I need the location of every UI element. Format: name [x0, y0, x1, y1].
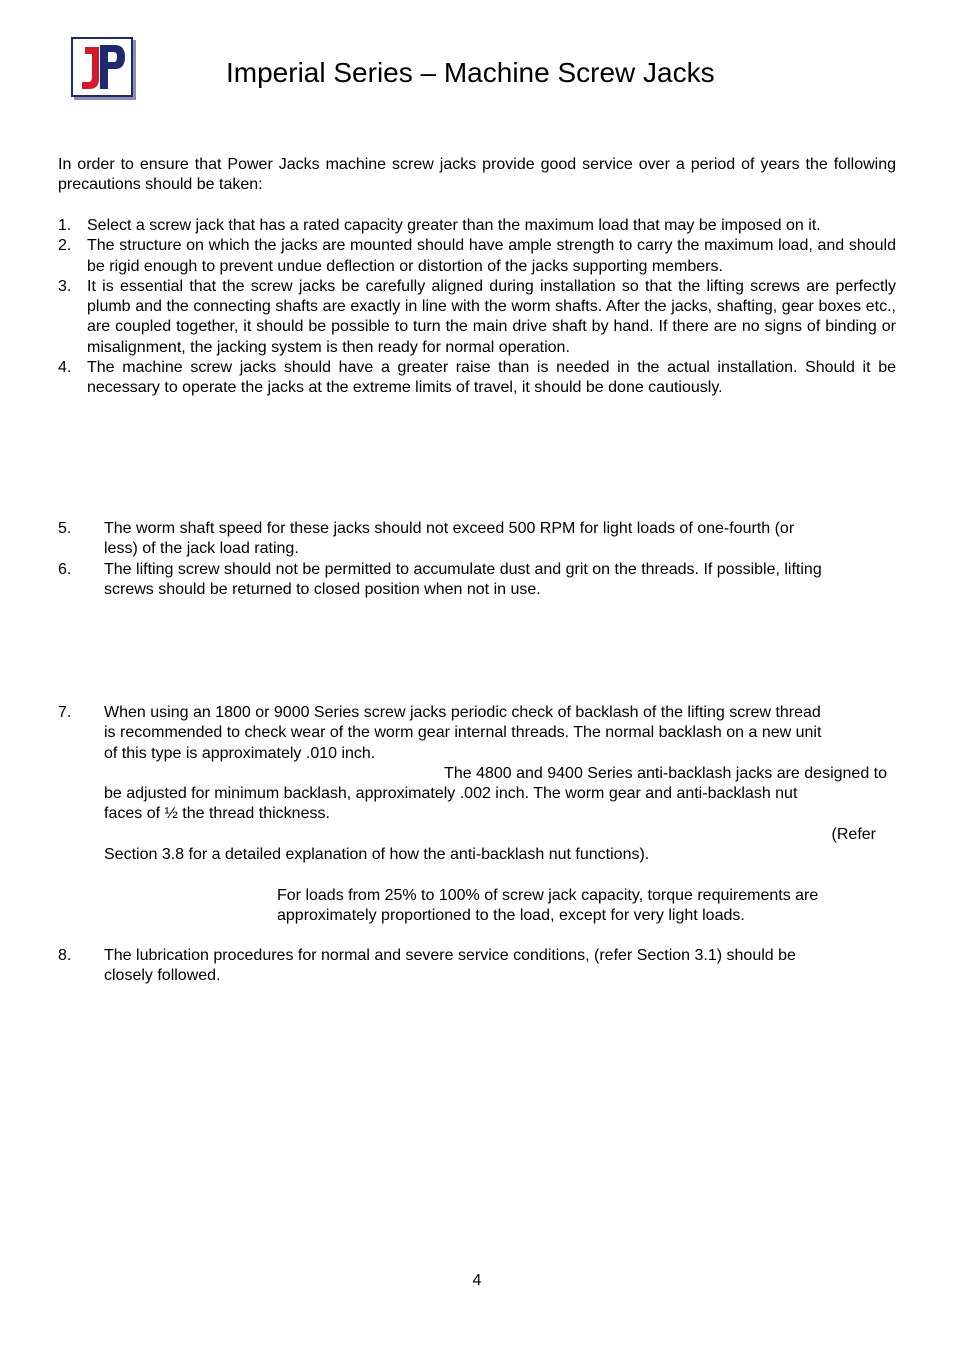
torque-note	[104, 886, 896, 927]
list-line: The lubrication procedures for normal and severe service conditions, (refer Section 3.1) should be	[104, 947, 796, 964]
backlash-item	[58, 703, 896, 926]
list-number: 6.	[58, 560, 72, 578]
list-line: is recommended to check wear of the worm gear internal threads. The normal backlash on a new unit	[104, 724, 822, 742]
note-line: approximately proportioned to the load, except for very light loads.	[277, 906, 745, 924]
list-item	[58, 216, 896, 236]
page-title: Imperial Series – Machine Screw Jacks	[226, 57, 715, 88]
list-item	[58, 236, 896, 277]
list-item	[58, 703, 896, 926]
list-item	[58, 519, 896, 560]
note-line: For loads from 25% to 100% of screw jack capacity, torque requirements are	[277, 886, 819, 904]
list-line: of this type is approximately .010 inch.	[104, 744, 376, 762]
list-item	[58, 358, 896, 399]
list-text: The machine screw jacks should have a greater raise than is needed in the actual installation. Should it be necessary to operate the jacks at the extreme limits of travel, it should be done cautiously.	[87, 359, 896, 397]
list-line: be adjusted for minimum backlash, approximately .002 inch. The worm gear and anti-backlash nut	[104, 785, 798, 803]
list-number: 8.	[58, 947, 72, 964]
list-number: 3.	[58, 277, 72, 295]
list-text: It is essential that the screw jacks be carefully aligned during installation so that the lifting screws are perfectly plumb and the connecting shafts are exactly in line with the worm shafts. After the jacks, shafting, gear boxes etc., are coupled together, it should be possible to turn the main drive shaft by hand. If there are no signs of binding or misalignment, the jacking system is then ready for normal operation.	[87, 277, 896, 356]
list-text: Select a screw jack that has a rated capacity greater than the maximum load that may be imposed on it.	[87, 217, 821, 234]
list-line: The lifting screw should not be permitted to accumulate dust and grit on the threads. If possible, lifting	[104, 560, 822, 578]
list-item	[58, 277, 896, 358]
intro-paragraph: In order to ensure that Power Jacks machine screw jacks provide good service over a period of years the following precautions should be taken:	[58, 156, 896, 194]
list-text: The structure on which the jacks are mounted should have ample strength to carry the maximum load, and should be rigid enough to prevent undue deflection or distortion of the jacks supporting members.	[87, 237, 896, 275]
list-line: closely followed.	[104, 967, 221, 985]
list-number: 1.	[58, 217, 72, 234]
list-number: 4.	[58, 359, 72, 377]
precautions-list	[58, 216, 896, 399]
company-logo	[71, 37, 133, 97]
list-line: (Refer	[831, 825, 876, 843]
list-number: 7.	[58, 704, 72, 721]
list-line: faces of ½ the thread thickness.	[104, 805, 330, 823]
list-line: screws should be returned to closed position when not in use.	[104, 580, 541, 598]
list-line: The 4800 and 9400 Series anti-backlash jacks are designed to	[444, 764, 887, 782]
power-jacks-logo-icon	[73, 39, 131, 95]
lubrication-item	[58, 946, 896, 987]
list-item	[58, 946, 896, 987]
list-number: 5.	[58, 520, 72, 537]
speed-and-dust-list	[58, 519, 896, 600]
list-line: The worm shaft speed for these jacks should not exceed 500 RPM for light loads of one-fourth (or	[104, 520, 795, 537]
list-item	[58, 560, 896, 601]
list-line: Section 3.8 for a detailed explanation of how the anti-backlash nut functions).	[104, 846, 650, 864]
list-number: 2.	[58, 237, 72, 255]
page-number: 4	[472, 1272, 482, 1289]
list-line: When using an 1800 or 9000 Series screw jacks periodic check of backlash of the lifting screw thread	[104, 704, 821, 721]
list-line: less) of the jack load rating.	[104, 540, 299, 558]
